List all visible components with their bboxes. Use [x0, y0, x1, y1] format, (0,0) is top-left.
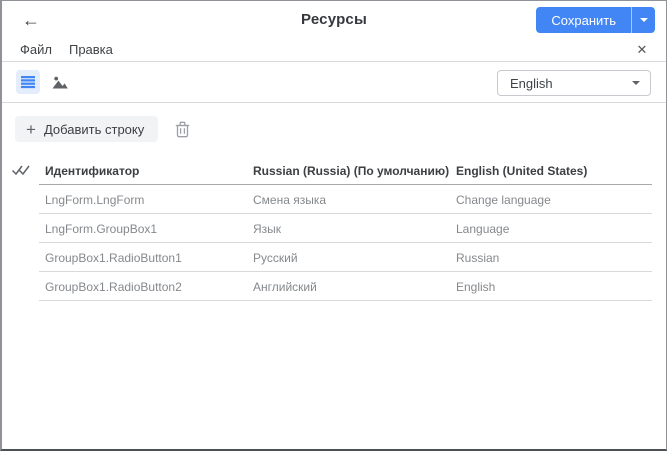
english-value-cell[interactable]: Russian — [456, 250, 500, 265]
view-toolbar — [2, 62, 666, 103]
language-selector[interactable] — [497, 70, 651, 96]
table-row[interactable] — [2, 243, 666, 272]
table-row[interactable] — [2, 272, 666, 301]
russian-value-cell[interactable]: Смена языка — [253, 192, 327, 207]
identifier-cell[interactable]: GroupBox1.RadioButton2 — [45, 279, 182, 294]
delete-row-button[interactable] — [171, 118, 193, 140]
list-icon — [20, 75, 36, 89]
column-header-russian[interactable]: Russian (Russia) (По умолчанию) — [253, 163, 450, 178]
english-value-cell[interactable]: English — [456, 279, 496, 294]
english-value-cell[interactable]: Language — [456, 221, 510, 236]
back-arrow-icon: ← — [22, 10, 40, 30]
russian-value-cell[interactable]: Русский — [253, 250, 298, 265]
list-view-button[interactable] — [16, 70, 40, 94]
add-row-button[interactable] — [15, 116, 158, 142]
select-all-header[interactable] — [2, 164, 39, 177]
table-actions — [15, 116, 666, 142]
image-icon — [51, 74, 69, 90]
chevron-down-icon — [632, 81, 640, 85]
menu-bar — [2, 38, 666, 62]
double-check-icon — [11, 164, 31, 177]
russian-value-cell[interactable]: Язык — [253, 221, 282, 236]
save-button[interactable]: Сохранить — [536, 7, 631, 33]
save-dropdown-button[interactable] — [631, 7, 655, 33]
close-icon: ✕ — [636, 41, 648, 57]
image-view-button[interactable] — [48, 70, 72, 94]
russian-value-cell[interactable]: Английский — [253, 279, 317, 294]
trash-icon — [175, 121, 190, 138]
column-header-identifier[interactable]: Идентификатор — [45, 163, 140, 178]
close-button[interactable] — [632, 39, 652, 59]
menu-item-file[interactable]: Файл — [20, 42, 52, 57]
save-split-button — [536, 7, 655, 33]
identifier-cell[interactable]: LngForm.LngForm — [45, 192, 145, 207]
table-header-row — [2, 156, 666, 185]
chevron-down-icon — [640, 18, 648, 22]
menu-item-edit[interactable]: Правка — [68, 42, 113, 57]
language-selector-value: English — [510, 75, 553, 91]
plus-icon: + — [26, 119, 36, 139]
english-value-cell[interactable]: Change language — [456, 192, 551, 207]
resources-table — [2, 156, 666, 301]
page-title: Ресурсы — [301, 11, 367, 28]
table-row[interactable] — [2, 185, 666, 214]
identifier-cell[interactable]: LngForm.GroupBox1 — [45, 221, 158, 236]
title-bar — [2, 1, 666, 38]
column-header-english[interactable]: English (United States) — [456, 163, 588, 178]
identifier-cell[interactable]: GroupBox1.RadioButton1 — [45, 250, 182, 265]
add-row-label: Добавить строку — [43, 121, 145, 137]
table-row[interactable] — [2, 214, 666, 243]
